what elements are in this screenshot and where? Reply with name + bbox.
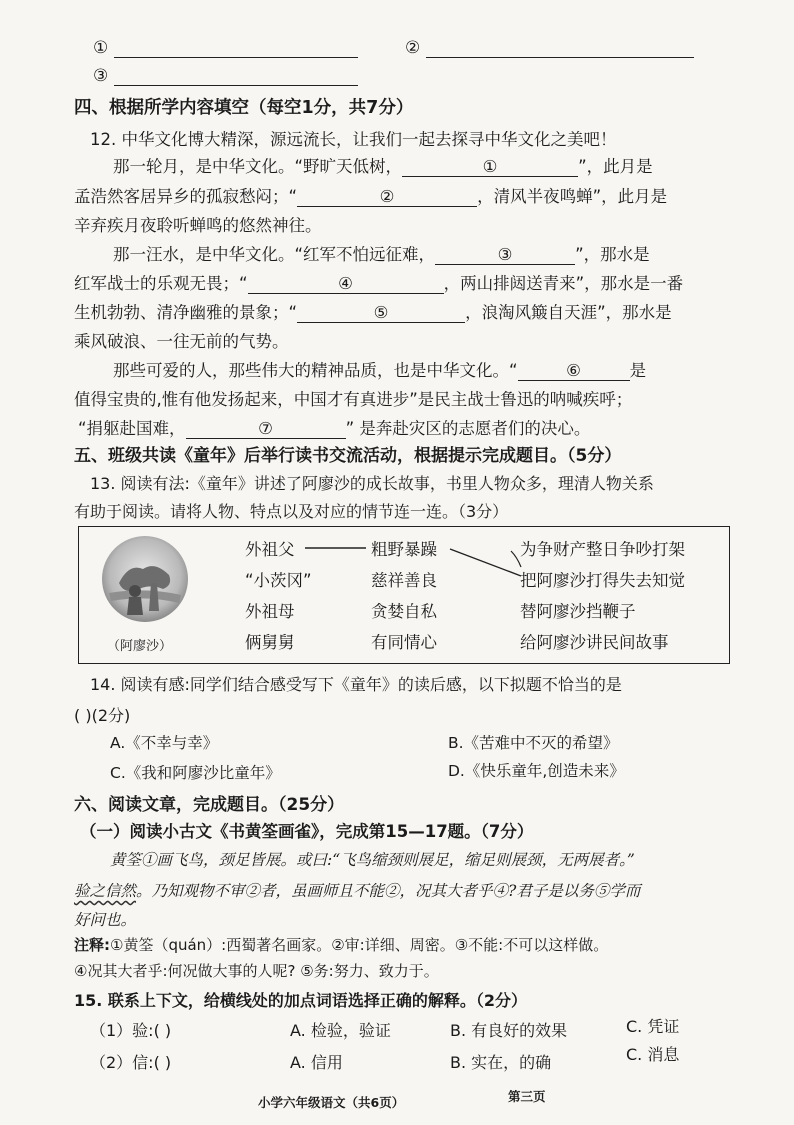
section-5-heading: 五、班级共读《童年》后举行读书交流活动，根据提示完成题目。（5分） — [74, 446, 622, 466]
q12-text: ，浪淘风簸自天涯”，那水是 — [465, 303, 672, 322]
classical-text-line1: 黄筌①画飞鸟，颈足皆展。或曰:“飞鸟缩颈则展足，缩足则展颈，无两展者。” — [110, 851, 635, 869]
section-6-heading: 六、阅读文章，完成题目。（25分） — [74, 795, 345, 815]
q14-line1: 14. 阅读有感:同学们结合感受写下《童年》的读后感，以下拟题不恰当的是 — [90, 675, 622, 694]
section-6-subheading: （一）阅读小古文《书黄筌画雀》，完成第15—17题。（7分） — [80, 822, 534, 841]
answer-blank-1-line[interactable] — [114, 57, 358, 58]
q12-text: 是 — [629, 361, 647, 380]
blank-1[interactable]: ① — [402, 158, 578, 177]
blank-5[interactable]: ⑤ — [297, 304, 465, 323]
plot-item[interactable]: 为争财产整日争吵打架 — [520, 540, 685, 559]
plot-item[interactable]: 给阿廖沙讲民间故事 — [520, 633, 669, 652]
section-4-heading: 四、根据所学内容填空（每空1分，共7分） — [74, 98, 414, 118]
q12-text: 孟浩然客居异乡的孤寂愁闷；“ — [74, 187, 298, 206]
q15-heading: 15. 联系上下文，给横线处的加点词语选择正确的解释。（2分） — [74, 991, 528, 1010]
q12-text: 那一轮月，是中华文化。“野旷天低树， — [113, 157, 403, 176]
illustration-caption: （阿廖沙） — [107, 639, 173, 654]
plot-item[interactable]: 把阿廖沙打得失去知觉 — [520, 571, 685, 590]
q15-1-option-a[interactable]: A. 检验，验证 — [290, 1021, 391, 1040]
q14-option-c[interactable]: C.《我和阿廖沙比童年》 — [110, 764, 281, 782]
character-item[interactable]: 俩舅舅 — [245, 633, 295, 652]
plot-item[interactable]: 替阿廖沙挡鞭子 — [520, 602, 636, 621]
notes-line2: ④况其大者乎:何况做大事的人呢? ⑤务:努力、致力于。 — [74, 962, 439, 980]
q15-1-label[interactable]: （1）验:( ) — [90, 1021, 172, 1040]
classical-text: 。乃知观物不审②者，虽画师且不能②，况其大者乎④?君子是以务⑤学而 — [136, 882, 641, 900]
q13-line2: 有助于阅读。请将人物、特点以及对应的情节连一连。（3分） — [74, 502, 509, 521]
notes-text: ①黄筌（quán）:西蜀著名画家。②审:详细、周密。③不能:不可以这样做。 — [110, 936, 609, 954]
q12-text: ，清风半夜鸣蝉”，此月是 — [477, 187, 668, 206]
q12-text: ，两山排闼送青来”，那水是一番 — [443, 274, 684, 293]
connecting-lines — [79, 527, 729, 663]
notes-label: 注释: — [74, 936, 110, 954]
q12-para2-line3 — [74, 299, 672, 323]
q12-para1-line1 — [113, 153, 653, 177]
classical-text-line3: 好问也。 — [74, 911, 137, 929]
q15-2-option-a[interactable]: A. 信用 — [290, 1053, 343, 1072]
q12-para3-line1 — [113, 357, 646, 381]
q14-option-b[interactable]: B.《苦难中不灭的希望》 — [448, 734, 619, 752]
q12-para3-line2: 值得宝贵的,惟有他发扬起来，中国才有真进步”是民主战士鲁迅的呐喊疾呼； — [74, 390, 633, 409]
connect-stroke — [511, 551, 521, 567]
footer-page-number: 第三页 — [508, 1089, 546, 1104]
q12-text: “捐躯赴国难， — [78, 419, 186, 438]
q12-text: ”，那水是 — [575, 245, 650, 264]
q15-2-option-c[interactable]: C. 消息 — [626, 1045, 680, 1064]
q12-text: ” 是奔赴灾区的志愿者们的决心。 — [345, 419, 591, 438]
q12-para1-line3: 辛弃疾月夜聆听蝉鸣的悠然神往。 — [74, 216, 322, 235]
q14-option-d[interactable]: D.《快乐童年,创造未来》 — [448, 762, 625, 780]
classical-text-line2 — [74, 879, 640, 901]
blank-6[interactable]: ⑥ — [518, 362, 630, 381]
blank-2[interactable]: ② — [297, 188, 477, 207]
footer-left: 小学六年级语文（共6页） — [258, 1095, 405, 1110]
q15-1-option-b[interactable]: B. 有良好的效果 — [450, 1021, 568, 1040]
q12-text: 那些可爱的人，那些伟大的精神品质，也是中华文化。“ — [113, 361, 518, 380]
character-item[interactable]: 外祖父 — [245, 540, 295, 559]
trait-item[interactable]: 有同情心 — [371, 633, 437, 652]
matching-box — [78, 526, 730, 664]
answer-blank-2-line[interactable] — [426, 57, 694, 58]
q15-2-label[interactable]: （2）信:( ) — [90, 1053, 172, 1072]
blank-3[interactable]: ③ — [435, 246, 575, 265]
notes-line1 — [74, 934, 608, 955]
underlined-phrase: 验之信然 — [74, 882, 137, 900]
answer-blank-3-label: ③ — [93, 66, 109, 86]
trait-item[interactable]: 贪婪自私 — [371, 602, 437, 621]
q14-answer-parens[interactable]: ( )(2分) — [74, 706, 131, 725]
q15-1-option-c[interactable]: C. 凭证 — [626, 1017, 680, 1036]
trait-item[interactable]: 粗野暴躁 — [371, 540, 437, 559]
q12-para1-line2 — [74, 183, 667, 207]
blank-4[interactable]: ④ — [248, 275, 444, 294]
trait-item[interactable]: 慈祥善良 — [371, 571, 437, 590]
connect-line — [450, 549, 521, 576]
q12-text: 那一汪水，是中华文化。“红军不怕远征难， — [113, 245, 436, 264]
q14-option-a[interactable]: A.《不幸与幸》 — [110, 734, 219, 752]
q12-intro: 12. 中华文化博大精深，源远流长，让我们一起去探寻中华文化之美吧！ — [90, 130, 617, 149]
q13-line1: 13. 阅读有法:《童年》讲述了阿廖沙的成长故事，书里人物众多，理清人物关系 — [90, 474, 654, 493]
q12-text: ”，此月是 — [578, 157, 653, 176]
q12-text: 生机勃勃、清净幽雅的景象；“ — [74, 303, 298, 322]
answer-blank-3-line[interactable] — [114, 85, 358, 86]
q15-2-option-b[interactable]: B. 实在，的确 — [450, 1053, 552, 1072]
blank-7[interactable]: ⑦ — [186, 420, 346, 439]
q12-text: 红军战士的乐观无畏；“ — [74, 274, 248, 293]
character-item[interactable]: 外祖母 — [245, 602, 295, 621]
q12-para3-line3 — [78, 415, 590, 439]
answer-blank-2-label: ② — [405, 38, 421, 58]
q12-para2-line1 — [113, 241, 650, 265]
q12-para2-line2 — [74, 270, 683, 294]
q12-para2-line4: 乘风破浪、一往无前的气势。 — [74, 332, 289, 351]
character-item[interactable]: “小茨冈” — [245, 571, 312, 590]
answer-blank-1-label: ① — [93, 38, 109, 58]
